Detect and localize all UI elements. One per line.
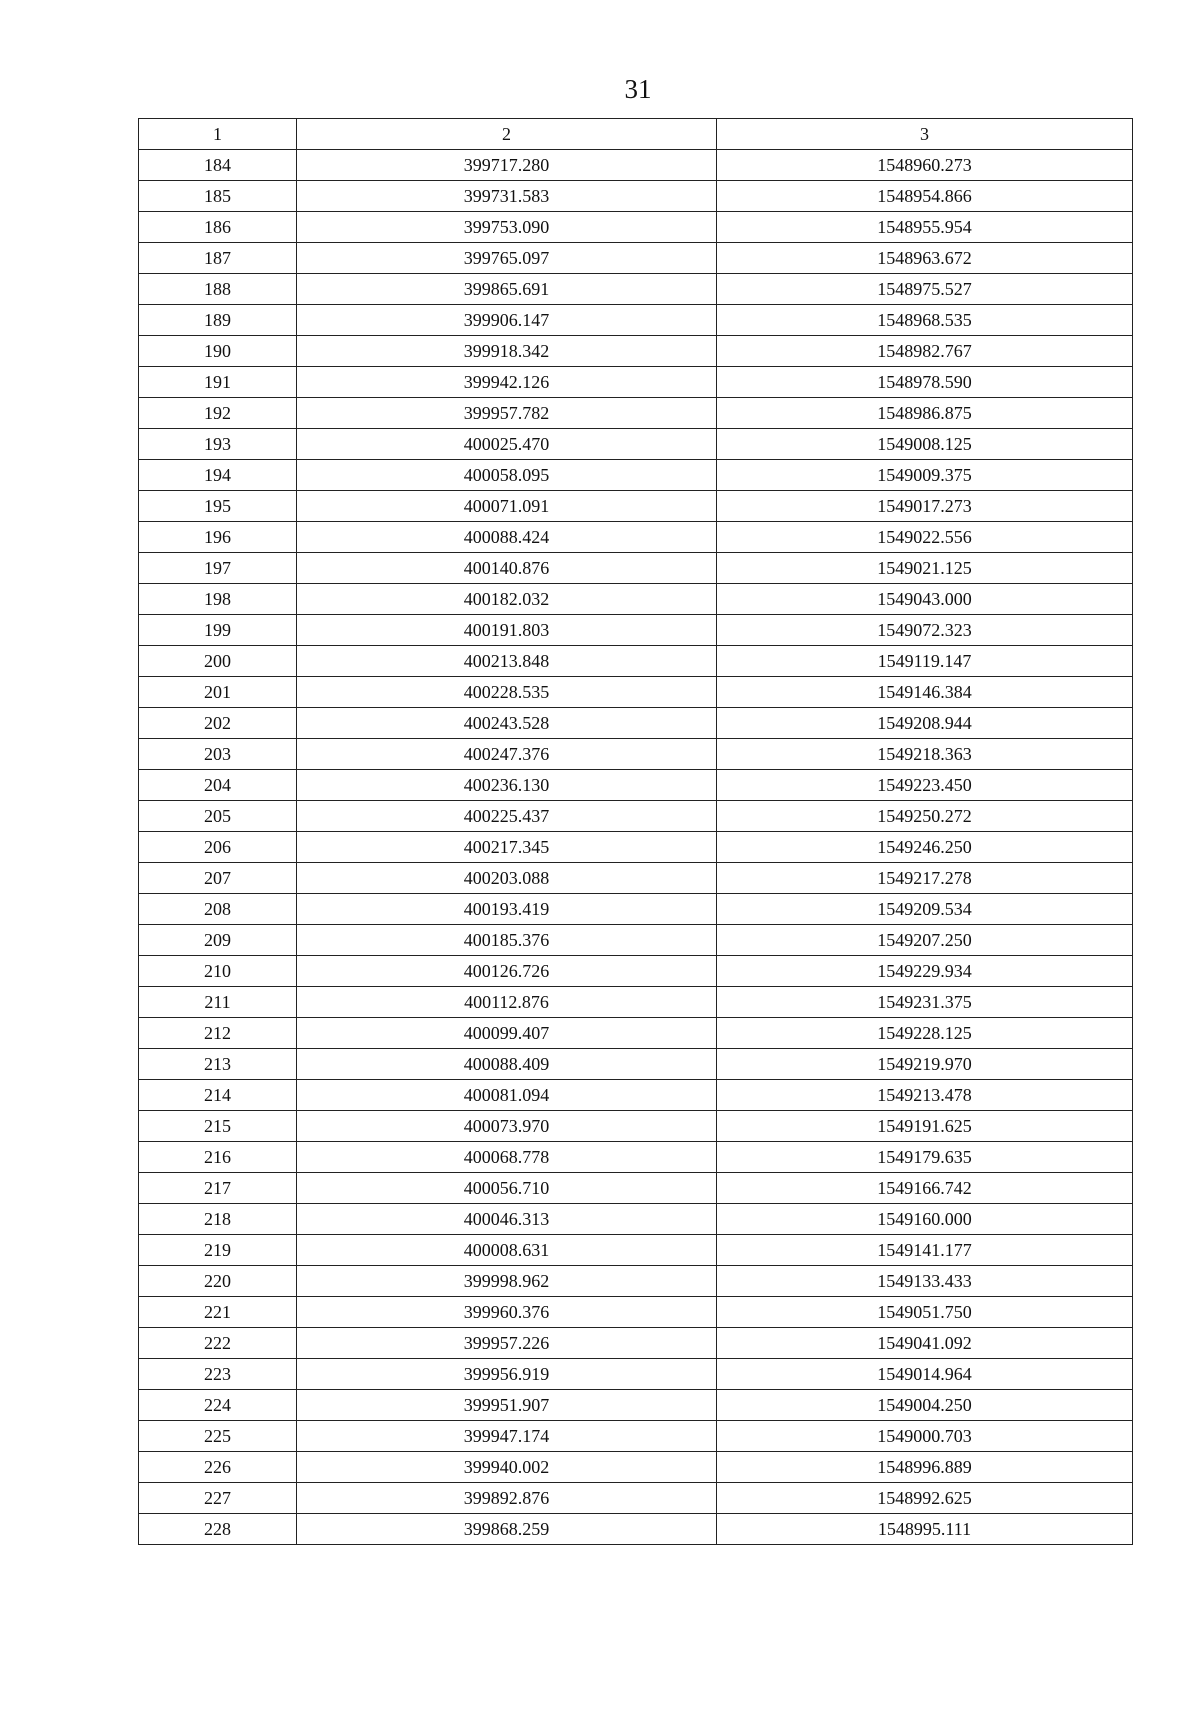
y-coordinate-cell: 1548960.273 xyxy=(717,150,1133,181)
y-coordinate-cell: 1549004.250 xyxy=(717,1390,1133,1421)
x-coordinate-cell: 400088.409 xyxy=(297,1049,717,1080)
x-coordinate-cell: 399731.583 xyxy=(297,181,717,212)
x-coordinate-cell: 400243.528 xyxy=(297,708,717,739)
x-coordinate-cell: 400025.470 xyxy=(297,429,717,460)
table-row xyxy=(139,708,1133,739)
point-number-cell: 189 xyxy=(139,305,297,336)
table-row xyxy=(139,956,1133,987)
point-number-cell: 225 xyxy=(139,1421,297,1452)
x-coordinate-cell: 399765.097 xyxy=(297,243,717,274)
y-coordinate-cell: 1548982.767 xyxy=(717,336,1133,367)
point-number-cell: 192 xyxy=(139,398,297,429)
y-coordinate-cell: 1549017.273 xyxy=(717,491,1133,522)
x-coordinate-cell: 400228.535 xyxy=(297,677,717,708)
point-number-cell: 191 xyxy=(139,367,297,398)
coordinate-table xyxy=(138,118,1133,1545)
table-row xyxy=(139,305,1133,336)
x-coordinate-cell: 399947.174 xyxy=(297,1421,717,1452)
point-number-cell: 218 xyxy=(139,1204,297,1235)
point-number-cell: 216 xyxy=(139,1142,297,1173)
column-header-3: 3 xyxy=(717,119,1133,150)
table-row xyxy=(139,832,1133,863)
y-coordinate-cell: 1549191.625 xyxy=(717,1111,1133,1142)
table-row xyxy=(139,646,1133,677)
table-row xyxy=(139,1297,1133,1328)
y-coordinate-cell: 1549208.944 xyxy=(717,708,1133,739)
point-number-cell: 188 xyxy=(139,274,297,305)
point-number-cell: 190 xyxy=(139,336,297,367)
table-row xyxy=(139,181,1133,212)
x-coordinate-cell: 400068.778 xyxy=(297,1142,717,1173)
point-number-cell: 212 xyxy=(139,1018,297,1049)
x-coordinate-cell: 399998.962 xyxy=(297,1266,717,1297)
y-coordinate-cell: 1549072.323 xyxy=(717,615,1133,646)
table-row xyxy=(139,1514,1133,1545)
y-coordinate-cell: 1548963.672 xyxy=(717,243,1133,274)
point-number-cell: 187 xyxy=(139,243,297,274)
y-coordinate-cell: 1548995.111 xyxy=(717,1514,1133,1545)
table-row xyxy=(139,553,1133,584)
table-row xyxy=(139,1142,1133,1173)
x-coordinate-cell: 400081.094 xyxy=(297,1080,717,1111)
x-coordinate-cell: 399956.919 xyxy=(297,1359,717,1390)
x-coordinate-cell: 400140.876 xyxy=(297,553,717,584)
point-number-cell: 209 xyxy=(139,925,297,956)
y-coordinate-cell: 1549209.534 xyxy=(717,894,1133,925)
point-number-cell: 217 xyxy=(139,1173,297,1204)
x-coordinate-cell: 400236.130 xyxy=(297,770,717,801)
point-number-cell: 226 xyxy=(139,1452,297,1483)
x-coordinate-cell: 399957.226 xyxy=(297,1328,717,1359)
x-coordinate-cell: 400058.095 xyxy=(297,460,717,491)
table-row xyxy=(139,522,1133,553)
table-row xyxy=(139,1421,1133,1452)
y-coordinate-cell: 1549160.000 xyxy=(717,1204,1133,1235)
x-coordinate-cell: 399892.876 xyxy=(297,1483,717,1514)
x-coordinate-cell: 400056.710 xyxy=(297,1173,717,1204)
x-coordinate-cell: 400046.313 xyxy=(297,1204,717,1235)
y-coordinate-cell: 1549133.433 xyxy=(717,1266,1133,1297)
point-number-cell: 227 xyxy=(139,1483,297,1514)
table-row xyxy=(139,1359,1133,1390)
y-coordinate-cell: 1549141.177 xyxy=(717,1235,1133,1266)
x-coordinate-cell: 400225.437 xyxy=(297,801,717,832)
y-coordinate-cell: 1549250.272 xyxy=(717,801,1133,832)
table-row xyxy=(139,925,1133,956)
table-row xyxy=(139,1080,1133,1111)
x-coordinate-cell: 399942.126 xyxy=(297,367,717,398)
x-coordinate-cell: 400185.376 xyxy=(297,925,717,956)
header-row xyxy=(139,119,1133,150)
point-number-cell: 206 xyxy=(139,832,297,863)
table-row xyxy=(139,274,1133,305)
x-coordinate-cell: 400088.424 xyxy=(297,522,717,553)
y-coordinate-cell: 1549014.964 xyxy=(717,1359,1133,1390)
point-number-cell: 198 xyxy=(139,584,297,615)
y-coordinate-cell: 1549022.556 xyxy=(717,522,1133,553)
table-row xyxy=(139,336,1133,367)
x-coordinate-cell: 399960.376 xyxy=(297,1297,717,1328)
table-row xyxy=(139,243,1133,274)
table-header xyxy=(139,119,1133,150)
x-coordinate-cell: 400247.376 xyxy=(297,739,717,770)
y-coordinate-cell: 1549217.278 xyxy=(717,863,1133,894)
x-coordinate-cell: 399868.259 xyxy=(297,1514,717,1545)
table-row xyxy=(139,615,1133,646)
x-coordinate-cell: 400099.407 xyxy=(297,1018,717,1049)
table-row xyxy=(139,1266,1133,1297)
table-row xyxy=(139,1483,1133,1514)
point-number-cell: 199 xyxy=(139,615,297,646)
point-number-cell: 195 xyxy=(139,491,297,522)
point-number-cell: 228 xyxy=(139,1514,297,1545)
point-number-cell: 220 xyxy=(139,1266,297,1297)
table-body xyxy=(139,150,1133,1545)
table-row xyxy=(139,863,1133,894)
y-coordinate-cell: 1548955.954 xyxy=(717,212,1133,243)
point-number-cell: 202 xyxy=(139,708,297,739)
point-number-cell: 200 xyxy=(139,646,297,677)
point-number-cell: 224 xyxy=(139,1390,297,1421)
table-row xyxy=(139,1328,1133,1359)
point-number-cell: 222 xyxy=(139,1328,297,1359)
y-coordinate-cell: 1549041.092 xyxy=(717,1328,1133,1359)
x-coordinate-cell: 400203.088 xyxy=(297,863,717,894)
table-row xyxy=(139,212,1133,243)
table-row xyxy=(139,150,1133,181)
x-coordinate-cell: 400217.345 xyxy=(297,832,717,863)
table-row xyxy=(139,1390,1133,1421)
y-coordinate-cell: 1549119.147 xyxy=(717,646,1133,677)
x-coordinate-cell: 400213.848 xyxy=(297,646,717,677)
table-row xyxy=(139,398,1133,429)
point-number-cell: 185 xyxy=(139,181,297,212)
x-coordinate-cell: 399753.090 xyxy=(297,212,717,243)
point-number-cell: 219 xyxy=(139,1235,297,1266)
column-header-1: 1 xyxy=(139,119,297,150)
point-number-cell: 201 xyxy=(139,677,297,708)
y-coordinate-cell: 1548996.889 xyxy=(717,1452,1133,1483)
point-number-cell: 213 xyxy=(139,1049,297,1080)
y-coordinate-cell: 1549051.750 xyxy=(717,1297,1133,1328)
table-row xyxy=(139,491,1133,522)
point-number-cell: 194 xyxy=(139,460,297,491)
y-coordinate-cell: 1548992.625 xyxy=(717,1483,1133,1514)
y-coordinate-cell: 1549009.375 xyxy=(717,460,1133,491)
table-row xyxy=(139,894,1133,925)
x-coordinate-cell: 400008.631 xyxy=(297,1235,717,1266)
y-coordinate-cell: 1549231.375 xyxy=(717,987,1133,1018)
y-coordinate-cell: 1549246.250 xyxy=(717,832,1133,863)
point-number-cell: 197 xyxy=(139,553,297,584)
x-coordinate-cell: 399865.691 xyxy=(297,274,717,305)
y-coordinate-cell: 1549146.384 xyxy=(717,677,1133,708)
x-coordinate-cell: 399957.782 xyxy=(297,398,717,429)
point-number-cell: 214 xyxy=(139,1080,297,1111)
x-coordinate-cell: 399951.907 xyxy=(297,1390,717,1421)
table-row xyxy=(139,1452,1133,1483)
table-row xyxy=(139,677,1133,708)
y-coordinate-cell: 1549021.125 xyxy=(717,553,1133,584)
point-number-cell: 207 xyxy=(139,863,297,894)
y-coordinate-cell: 1549218.363 xyxy=(717,739,1133,770)
y-coordinate-cell: 1549179.635 xyxy=(717,1142,1133,1173)
y-coordinate-cell: 1548954.866 xyxy=(717,181,1133,212)
table-row xyxy=(139,1235,1133,1266)
x-coordinate-cell: 400193.419 xyxy=(297,894,717,925)
y-coordinate-cell: 1549229.934 xyxy=(717,956,1133,987)
x-coordinate-cell: 400182.032 xyxy=(297,584,717,615)
table-row xyxy=(139,770,1133,801)
x-coordinate-cell: 400112.876 xyxy=(297,987,717,1018)
point-number-cell: 215 xyxy=(139,1111,297,1142)
x-coordinate-cell: 400071.091 xyxy=(297,491,717,522)
point-number-cell: 221 xyxy=(139,1297,297,1328)
x-coordinate-cell: 400191.803 xyxy=(297,615,717,646)
x-coordinate-cell: 400126.726 xyxy=(297,956,717,987)
x-coordinate-cell: 399906.147 xyxy=(297,305,717,336)
table-row xyxy=(139,987,1133,1018)
table-row xyxy=(139,739,1133,770)
y-coordinate-cell: 1548968.535 xyxy=(717,305,1133,336)
y-coordinate-cell: 1549223.450 xyxy=(717,770,1133,801)
point-number-cell: 210 xyxy=(139,956,297,987)
y-coordinate-cell: 1549000.703 xyxy=(717,1421,1133,1452)
x-coordinate-cell: 399940.002 xyxy=(297,1452,717,1483)
point-number-cell: 203 xyxy=(139,739,297,770)
y-coordinate-cell: 1549166.742 xyxy=(717,1173,1133,1204)
y-coordinate-cell: 1549228.125 xyxy=(717,1018,1133,1049)
point-number-cell: 184 xyxy=(139,150,297,181)
y-coordinate-cell: 1549213.478 xyxy=(717,1080,1133,1111)
page-number: 31 xyxy=(624,74,652,104)
y-coordinate-cell: 1549219.970 xyxy=(717,1049,1133,1080)
table-row xyxy=(139,1204,1133,1235)
y-coordinate-cell: 1549043.000 xyxy=(717,584,1133,615)
x-coordinate-cell: 399717.280 xyxy=(297,150,717,181)
point-number-cell: 211 xyxy=(139,987,297,1018)
table-row xyxy=(139,367,1133,398)
point-number-cell: 196 xyxy=(139,522,297,553)
table-row xyxy=(139,429,1133,460)
table-row xyxy=(139,1111,1133,1142)
table-row xyxy=(139,801,1133,832)
y-coordinate-cell: 1549207.250 xyxy=(717,925,1133,956)
point-number-cell: 204 xyxy=(139,770,297,801)
point-number-cell: 223 xyxy=(139,1359,297,1390)
point-number-cell: 186 xyxy=(139,212,297,243)
x-coordinate-cell: 399918.342 xyxy=(297,336,717,367)
y-coordinate-cell: 1548978.590 xyxy=(717,367,1133,398)
table-row xyxy=(139,1018,1133,1049)
column-header-2: 2 xyxy=(297,119,717,150)
table-row xyxy=(139,1173,1133,1204)
point-number-cell: 193 xyxy=(139,429,297,460)
x-coordinate-cell: 400073.970 xyxy=(297,1111,717,1142)
y-coordinate-cell: 1549008.125 xyxy=(717,429,1133,460)
point-number-cell: 205 xyxy=(139,801,297,832)
table-row xyxy=(139,1049,1133,1080)
table-row xyxy=(139,584,1133,615)
table-row xyxy=(139,460,1133,491)
point-number-cell: 208 xyxy=(139,894,297,925)
y-coordinate-cell: 1548986.875 xyxy=(717,398,1133,429)
y-coordinate-cell: 1548975.527 xyxy=(717,274,1133,305)
